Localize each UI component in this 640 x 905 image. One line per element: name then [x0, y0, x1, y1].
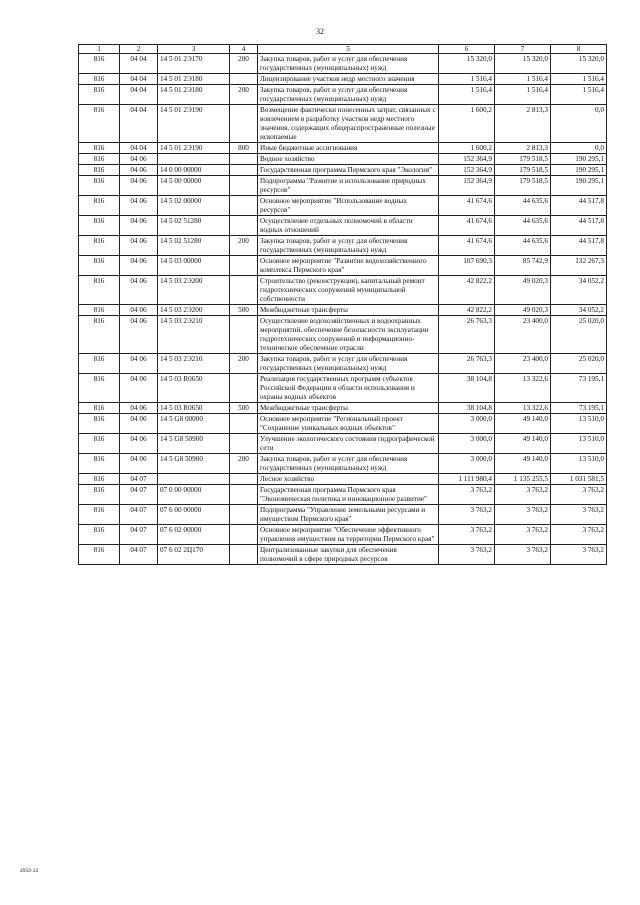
cell-section: 04 06: [120, 374, 158, 403]
cell-amount-2: 3 763,2: [495, 545, 551, 565]
cell-description: Закупка товаров, работ и услуг для обеспечения государственных (муниципальных) нужд: [258, 85, 439, 105]
cell-amount-3: 1 516,4: [551, 85, 607, 105]
cell-section: 04 06: [120, 176, 158, 196]
cell-section: 04 07: [120, 474, 158, 485]
cell-amount-1: 3 763,2: [439, 525, 495, 545]
cell-amount-3: 25 020,0: [551, 316, 607, 354]
cell-admin-code: 816: [79, 403, 120, 414]
table-row: [79, 505, 607, 525]
cell-section: 04 06: [120, 316, 158, 354]
cell-amount-3: 73 195,1: [551, 374, 607, 403]
column-header: 8: [551, 45, 607, 54]
cell-admin-code: 816: [79, 485, 120, 505]
cell-section: 04 06: [120, 236, 158, 256]
table-row: [79, 485, 607, 505]
cell-target-item: 14 5 01 2Э170: [158, 54, 230, 74]
cell-amount-3: 3 763,2: [551, 525, 607, 545]
cell-admin-code: 816: [79, 454, 120, 474]
cell-target-item: 07 0 00 00000: [158, 485, 230, 505]
cell-admin-code: 816: [79, 196, 120, 216]
cell-description: Межбюджетные трансферты: [258, 305, 439, 316]
cell-section: 04 06: [120, 165, 158, 176]
cell-amount-3: 3 763,2: [551, 505, 607, 525]
cell-amount-2: 13 322,6: [495, 403, 551, 414]
cell-amount-3: 1 516,4: [551, 74, 607, 85]
cell-description: Государственная программа Пермского края "Экология": [258, 165, 439, 176]
cell-section: 04 04: [120, 85, 158, 105]
table-row: [79, 545, 607, 565]
cell-admin-code: 816: [79, 414, 120, 434]
cell-admin-code: 816: [79, 505, 120, 525]
cell-section: 04 06: [120, 256, 158, 276]
cell-expense-type: [230, 154, 258, 165]
cell-amount-3: 15 320,0: [551, 54, 607, 74]
cell-expense-type: [230, 485, 258, 505]
cell-section: 04 07: [120, 545, 158, 565]
table-row: [79, 176, 607, 196]
table-row: [79, 474, 607, 485]
cell-amount-1: 42 822,2: [439, 305, 495, 316]
cell-amount-3: 13 510,0: [551, 434, 607, 454]
cell-expense-type: [230, 434, 258, 454]
page-number: 32: [316, 27, 324, 36]
cell-amount-1: 3 000,0: [439, 434, 495, 454]
cell-amount-2: 49 140,0: [495, 454, 551, 474]
cell-target-item: 14 5 G8 50900: [158, 434, 230, 454]
cell-target-item: 14 5 01 2Э180: [158, 74, 230, 85]
column-header: 6: [439, 45, 495, 54]
cell-amount-1: 107 690,3: [439, 256, 495, 276]
cell-target-item: 07 6 02 00000: [158, 525, 230, 545]
cell-description: Основное мероприятие "Обеспечение эффективного управления имуществом на территории Пермского края": [258, 525, 439, 545]
cell-amount-3: 3 763,2: [551, 485, 607, 505]
cell-amount-1: 3 000,0: [439, 454, 495, 474]
cell-target-item: 14 5 03 00000: [158, 256, 230, 276]
cell-expense-type: 800: [230, 143, 258, 154]
cell-expense-type: [230, 74, 258, 85]
table-row: [79, 105, 607, 143]
cell-expense-type: [230, 176, 258, 196]
cell-description: Закупка товаров, работ и услуг для обеспечения государственных (муниципальных) нужд: [258, 54, 439, 74]
cell-amount-3: 0,0: [551, 143, 607, 154]
cell-amount-1: 26 763,3: [439, 316, 495, 354]
cell-section: 04 06: [120, 414, 158, 434]
cell-description: Закупка товаров, работ и услуг для обеспечения государственных (муниципальных) нужд: [258, 454, 439, 474]
table-row: [79, 216, 607, 236]
cell-amount-2: 44 635,6: [495, 216, 551, 236]
cell-description: Улучшение экологического состояния гидрографической сети: [258, 434, 439, 454]
cell-amount-2: 44 635,6: [495, 236, 551, 256]
column-header: 3: [158, 45, 230, 54]
cell-expense-type: [230, 276, 258, 305]
cell-amount-3: 132 267,3: [551, 256, 607, 276]
cell-amount-1: 1 600,2: [439, 105, 495, 143]
table-row: [79, 305, 607, 316]
table-row: [79, 85, 607, 105]
cell-section: 04 06: [120, 403, 158, 414]
cell-target-item: 14 5 02 00000: [158, 196, 230, 216]
cell-amount-1: 1 516,4: [439, 85, 495, 105]
cell-section: 04 07: [120, 525, 158, 545]
cell-description: Основное мероприятие "Использование водных ресурсов": [258, 196, 439, 216]
cell-amount-3: 73 195,1: [551, 403, 607, 414]
table-row: [79, 525, 607, 545]
cell-expense-type: 500: [230, 305, 258, 316]
cell-amount-2: 44 635,6: [495, 196, 551, 216]
cell-section: 04 06: [120, 434, 158, 454]
cell-target-item: 14 5 03 2Э210: [158, 316, 230, 354]
cell-target-item: 14 5 00 00000: [158, 176, 230, 196]
cell-expense-type: [230, 474, 258, 485]
cell-target-item: 14 5 03 2Э200: [158, 276, 230, 305]
cell-expense-type: [230, 165, 258, 176]
cell-amount-2: 2 813,3: [495, 143, 551, 154]
cell-admin-code: 816: [79, 85, 120, 105]
cell-amount-3: 3 763,2: [551, 545, 607, 565]
cell-description: Закупка товаров, работ и услуг для обеспечения государственных (муниципальных) нужд: [258, 236, 439, 256]
cell-expense-type: [230, 105, 258, 143]
table-row: [79, 74, 607, 85]
table-row: [79, 414, 607, 434]
cell-section: 04 04: [120, 54, 158, 74]
table-row: [79, 434, 607, 454]
cell-description: Подпрограмма "Развитие и использование природных ресурсов": [258, 176, 439, 196]
cell-section: 04 07: [120, 505, 158, 525]
table-row: [79, 54, 607, 74]
cell-description: Водное хозяйство: [258, 154, 439, 165]
cell-amount-2: 85 742,9: [495, 256, 551, 276]
cell-section: 04 06: [120, 354, 158, 374]
cell-description: Закупка товаров, работ и услуг для обеспечения государственных (муниципальных) нужд: [258, 354, 439, 374]
cell-amount-3: 190 295,1: [551, 154, 607, 165]
cell-admin-code: 816: [79, 216, 120, 236]
cell-admin-code: 816: [79, 236, 120, 256]
cell-amount-1: 41 674,6: [439, 196, 495, 216]
cell-description: Реализация государственных программ субъектов Российской Федерации в области использования и охраны водных объектов: [258, 374, 439, 403]
cell-amount-2: 179 518,5: [495, 176, 551, 196]
cell-amount-3: 34 052,2: [551, 276, 607, 305]
cell-description: Осуществление водохозяйственных и водоохранных мероприятий, обеспечение безопасности эксплуатации гидротехнических сооружений и информационно-техническое обеспечение отрасли: [258, 316, 439, 354]
cell-section: 04 04: [120, 143, 158, 154]
cell-expense-type: 500: [230, 403, 258, 414]
cell-amount-3: 190 295,1: [551, 176, 607, 196]
cell-admin-code: 816: [79, 525, 120, 545]
cell-description: Основное мероприятие "Региональный проект "Сохранение уникальных водных объектов": [258, 414, 439, 434]
cell-admin-code: 816: [79, 545, 120, 565]
cell-section: 04 04: [120, 74, 158, 85]
cell-admin-code: 816: [79, 256, 120, 276]
cell-expense-type: [230, 216, 258, 236]
cell-description: Лесное хозяйство: [258, 474, 439, 485]
cell-expense-type: [230, 196, 258, 216]
column-header: 2: [120, 45, 158, 54]
cell-amount-1: 3 000,0: [439, 414, 495, 434]
cell-target-item: 14 5 01 2Э190: [158, 143, 230, 154]
column-header: 4: [230, 45, 258, 54]
cell-target-item: 14 5 G8 50900: [158, 454, 230, 474]
cell-amount-1: 38 104,8: [439, 403, 495, 414]
cell-amount-3: 44 517,8: [551, 196, 607, 216]
table-row: [79, 256, 607, 276]
cell-section: 04 06: [120, 154, 158, 165]
cell-description: Иные бюджетные ассигнования: [258, 143, 439, 154]
cell-amount-2: 3 763,2: [495, 525, 551, 545]
cell-section: 04 06: [120, 305, 158, 316]
cell-expense-type: [230, 256, 258, 276]
cell-amount-3: 0,0: [551, 105, 607, 143]
cell-expense-type: 200: [230, 354, 258, 374]
cell-expense-type: [230, 316, 258, 354]
cell-amount-1: 152 364,9: [439, 165, 495, 176]
cell-admin-code: 816: [79, 474, 120, 485]
cell-amount-3: 1 031 581,5: [551, 474, 607, 485]
cell-target-item: 14 5 02 51280: [158, 236, 230, 256]
cell-target-item: [158, 474, 230, 485]
table-row: [79, 154, 607, 165]
cell-amount-3: 13 510,0: [551, 414, 607, 434]
cell-admin-code: 816: [79, 54, 120, 74]
cell-target-item: 14 5 03 2Э210: [158, 354, 230, 374]
table-row: [79, 276, 607, 305]
footer-code: 4952-22: [20, 868, 39, 874]
cell-expense-type: 200: [230, 454, 258, 474]
cell-expense-type: [230, 505, 258, 525]
cell-admin-code: 816: [79, 74, 120, 85]
cell-description: Строительство (реконструкция), капитальный ремонт гидротехнических сооружений муниципальной собственности: [258, 276, 439, 305]
cell-amount-2: 49 020,3: [495, 276, 551, 305]
cell-amount-2: 23 400,0: [495, 316, 551, 354]
table-row: [79, 236, 607, 256]
cell-amount-2: 179 518,5: [495, 154, 551, 165]
cell-description: Государственная программа Пермского края "Экономическая политика и инновационное развитие": [258, 485, 439, 505]
cell-admin-code: 816: [79, 165, 120, 176]
cell-target-item: 14 5 03 R0650: [158, 374, 230, 403]
cell-amount-1: 38 104,8: [439, 374, 495, 403]
cell-amount-1: 42 822,2: [439, 276, 495, 305]
cell-admin-code: 816: [79, 316, 120, 354]
cell-amount-1: 15 320,0: [439, 54, 495, 74]
cell-target-item: 07 6 00 00000: [158, 505, 230, 525]
cell-expense-type: 200: [230, 236, 258, 256]
cell-admin-code: 816: [79, 374, 120, 403]
cell-amount-3: 13 510,0: [551, 454, 607, 474]
cell-target-item: 14 5 G8 00000: [158, 414, 230, 434]
cell-amount-2: 23 400,0: [495, 354, 551, 374]
cell-description: Подпрограмма "Управление земельными ресурсами и имуществом Пермского края": [258, 505, 439, 525]
cell-admin-code: 816: [79, 305, 120, 316]
cell-amount-2: 49 020,3: [495, 305, 551, 316]
cell-expense-type: [230, 525, 258, 545]
cell-expense-type: 200: [230, 54, 258, 74]
table-row: [79, 354, 607, 374]
table-row: [79, 374, 607, 403]
cell-amount-2: 3 763,2: [495, 505, 551, 525]
cell-target-item: 14 5 03 R0650: [158, 403, 230, 414]
cell-description: Межбюджетные трансферты: [258, 403, 439, 414]
cell-amount-2: 2 813,3: [495, 105, 551, 143]
cell-amount-3: 44 517,8: [551, 236, 607, 256]
table-row: [79, 143, 607, 154]
column-header: 1: [79, 45, 120, 54]
cell-admin-code: 816: [79, 143, 120, 154]
cell-admin-code: 816: [79, 154, 120, 165]
cell-section: 04 06: [120, 196, 158, 216]
cell-description: Возмещение фактически понесенных затрат, связанных с вовлечением в разработку участков недр местного значения, содержащих общераспространенные полезные ископаемые: [258, 105, 439, 143]
header-row: [79, 45, 607, 54]
cell-description: Лицензирование участков недр местного значения: [258, 74, 439, 85]
cell-amount-2: 13 322,6: [495, 374, 551, 403]
cell-target-item: 14 0 00 00000: [158, 165, 230, 176]
cell-amount-1: 26 763,3: [439, 354, 495, 374]
cell-admin-code: 816: [79, 354, 120, 374]
cell-description: Централизованные закупки для обеспечения полномочий в сфере природных ресурсов: [258, 545, 439, 565]
cell-expense-type: [230, 414, 258, 434]
cell-admin-code: 816: [79, 434, 120, 454]
cell-amount-2: 1 516,4: [495, 85, 551, 105]
table-body: [79, 54, 607, 565]
cell-amount-3: 25 020,0: [551, 354, 607, 374]
budget-table: [78, 44, 607, 565]
cell-admin-code: 816: [79, 176, 120, 196]
cell-amount-1: 1 600,2: [439, 143, 495, 154]
column-header: 7: [495, 45, 551, 54]
cell-section: 04 06: [120, 276, 158, 305]
cell-target-item: 14 5 02 51280: [158, 216, 230, 236]
cell-section: 04 04: [120, 105, 158, 143]
table-row: [79, 403, 607, 414]
cell-amount-3: 190 295,1: [551, 165, 607, 176]
column-header: 5: [258, 45, 439, 54]
table-row: [79, 316, 607, 354]
cell-amount-3: 34 052,2: [551, 305, 607, 316]
cell-amount-1: 1 516,4: [439, 74, 495, 85]
cell-amount-2: 1 516,4: [495, 74, 551, 85]
cell-section: 04 06: [120, 216, 158, 236]
cell-amount-2: 1 135 255,5: [495, 474, 551, 485]
cell-section: 04 07: [120, 485, 158, 505]
cell-amount-2: 49 140,0: [495, 434, 551, 454]
cell-amount-2: 179 518,5: [495, 165, 551, 176]
cell-target-item: [158, 154, 230, 165]
cell-amount-1: 3 763,2: [439, 485, 495, 505]
cell-amount-2: 3 763,2: [495, 485, 551, 505]
cell-admin-code: 816: [79, 276, 120, 305]
cell-amount-1: 3 763,2: [439, 505, 495, 525]
cell-target-item: 07 6 02 2Ц170: [158, 545, 230, 565]
cell-description: Осуществление отдельных полномочий в области водных отношений: [258, 216, 439, 236]
table-row: [79, 196, 607, 216]
cell-amount-1: 3 763,2: [439, 545, 495, 565]
cell-expense-type: [230, 545, 258, 565]
cell-description: Основное мероприятие "Развитие водохозяйственного комплекса Пермского края": [258, 256, 439, 276]
cell-expense-type: [230, 374, 258, 403]
cell-amount-1: 41 674,6: [439, 216, 495, 236]
table-row: [79, 165, 607, 176]
cell-amount-1: 41 674,6: [439, 236, 495, 256]
cell-amount-1: 1 111 980,4: [439, 474, 495, 485]
cell-expense-type: 200: [230, 85, 258, 105]
cell-target-item: 14 5 01 2Э190: [158, 105, 230, 143]
cell-amount-2: 49 140,0: [495, 414, 551, 434]
cell-target-item: 14 5 03 2Э200: [158, 305, 230, 316]
cell-amount-3: 44 517,8: [551, 216, 607, 236]
table-row: [79, 454, 607, 474]
cell-amount-1: 152 364,9: [439, 154, 495, 165]
cell-target-item: 14 5 01 2Э180: [158, 85, 230, 105]
cell-amount-2: 15 320,0: [495, 54, 551, 74]
cell-admin-code: 816: [79, 105, 120, 143]
cell-section: 04 06: [120, 454, 158, 474]
cell-amount-1: 152 364,9: [439, 176, 495, 196]
